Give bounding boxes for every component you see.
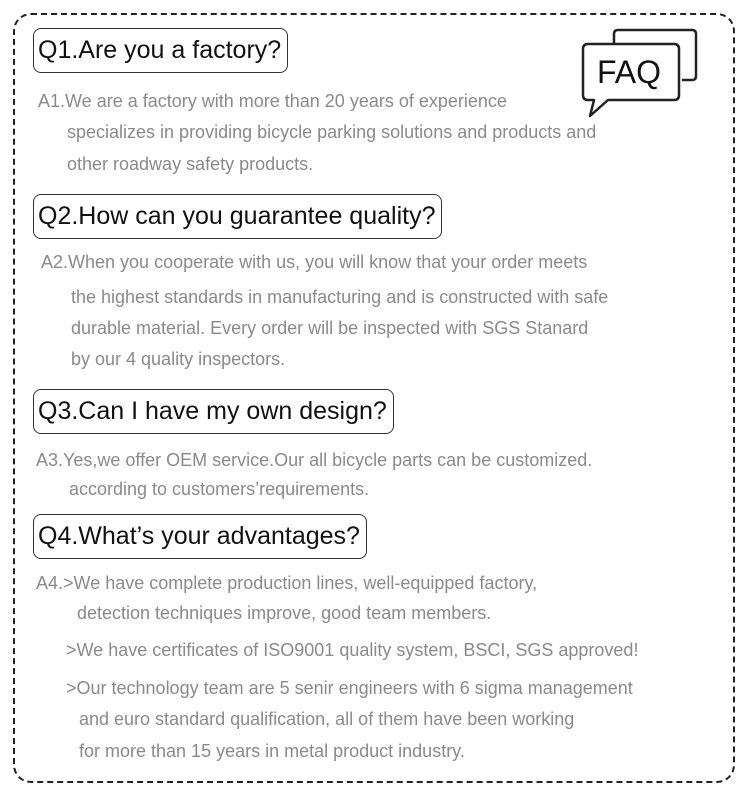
answer-2-line-2: the highest standards in manufacturing and is constructed with safe xyxy=(71,287,609,307)
question-3-text: Q3.Can I have my own design? xyxy=(38,397,387,425)
question-2-text: Q2.How can you guarantee quality? xyxy=(38,202,436,230)
question-4 xyxy=(33,514,367,559)
answer-4-line-3: >We have certificates of ISO9001 quality system, BSCI, SGS approved! xyxy=(66,640,639,660)
question-1-text: Q1.Are you a factory? xyxy=(38,36,282,64)
answer-4-line-6: for more than 15 years in metal product industry. xyxy=(79,741,465,761)
answer-3-line-1: A3.Yes,we offer OEM service.Our all bicycle parts can be customized. xyxy=(36,450,593,470)
answer-2-line-4: by our 4 quality inspectors. xyxy=(71,349,286,369)
answer-4-line-4: >Our technology team are 5 senir engineers with 6 sigma management xyxy=(66,678,633,698)
faq-badge xyxy=(578,24,700,120)
question-2 xyxy=(33,194,442,239)
answer-1-line-1: A1.We are a factory with more than 20 years of experience xyxy=(38,91,507,111)
answer-2-line-3: durable material. Every order will be inspected with SGS Stanard xyxy=(71,318,589,338)
answer-1-line-2: specializes in providing bicycle parking solutions and products and xyxy=(67,122,597,142)
faq-label: FAQ xyxy=(597,54,662,90)
answer-1-line-3: other roadway safety products. xyxy=(67,154,314,174)
answer-3-line-2: according to customers’requirements. xyxy=(69,479,370,499)
answer-4-line-1: A4.>We have complete production lines, well-equipped factory, xyxy=(36,573,538,593)
question-3 xyxy=(33,389,394,434)
question-1 xyxy=(33,28,288,73)
answer-4-line-2: detection techniques improve, good team members. xyxy=(77,603,492,623)
answer-2-line-1: A2.When you cooperate with us, you will know that your order meets xyxy=(41,252,588,272)
question-4-text: Q4.What’s your advantages? xyxy=(38,522,360,550)
answer-4-line-5: and euro standard qualification, all of them have been working xyxy=(79,709,575,729)
